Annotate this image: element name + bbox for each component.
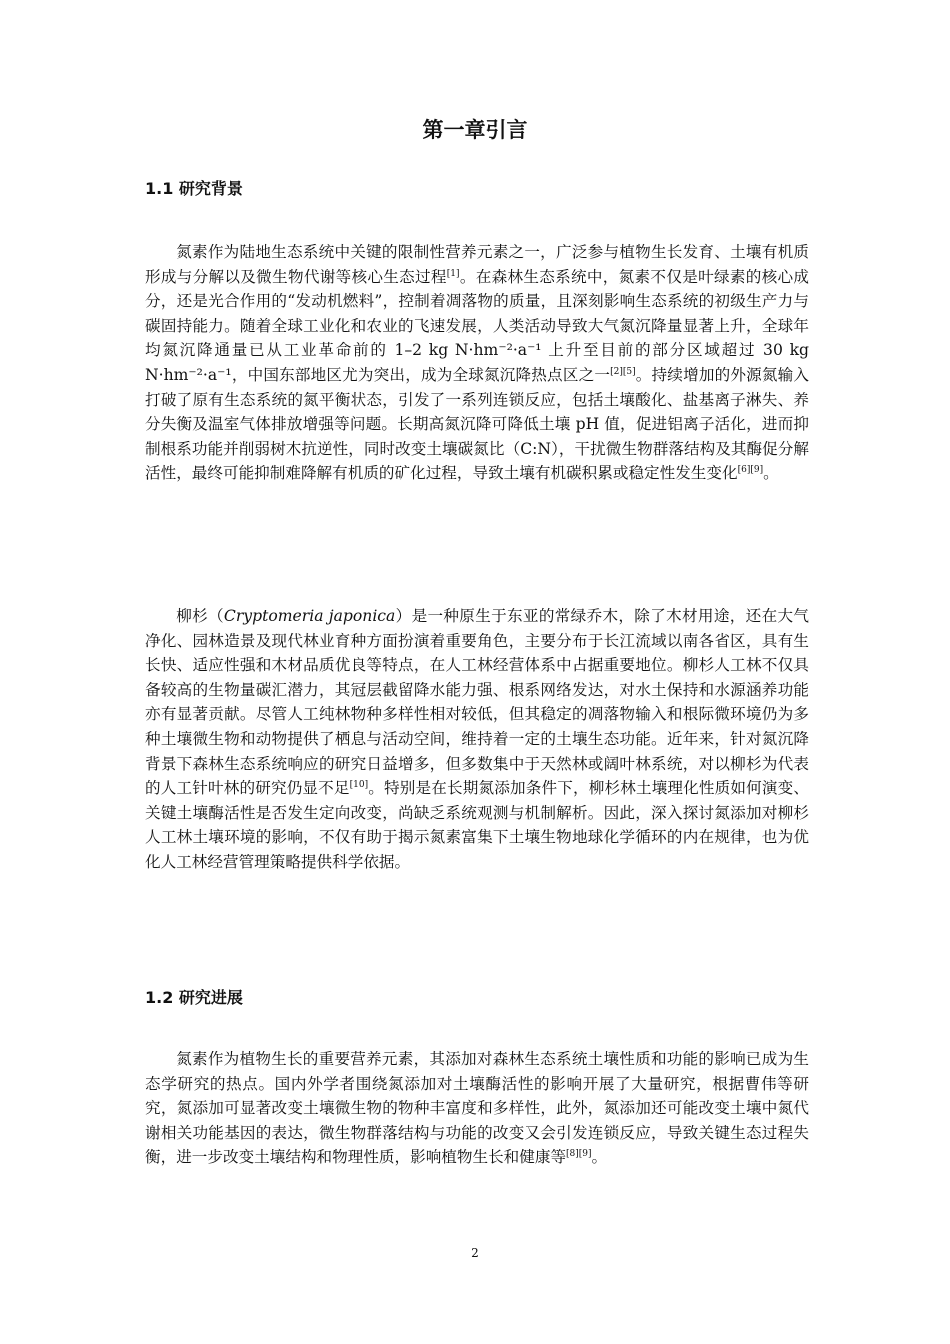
paragraph-text: 。: [591, 1148, 608, 1167]
citation-superscript: [10]: [349, 780, 369, 791]
paragraph-text: 。特别是在长期氮添加条件下，柳杉林土壤理化性质如何演变、关键土壤酶活性是否发生定向改变，尚缺乏系统观测与机制解析。因此，深入探讨氮添加对柳杉人工林土壤环境的影响，不仅有助于揭示氮素富集下土壤生物地球化学循环的内在规律，也为优化人工林经营管理策略提供科学依据。: [145, 779, 809, 871]
page-number: 2: [471, 1246, 479, 1260]
citation-superscript: [1]: [446, 268, 460, 279]
citation-superscript: [8][9]: [566, 1149, 592, 1160]
paragraph-text: 氮素作为陆地生态系统中关键的限制性营养元素之一，广泛参与植物生长发育、土壤有机质形成与分解以及微生物代谢等核心生态过程: [145, 243, 809, 286]
section-heading-background: 1.1 研究背景: [145, 179, 243, 198]
paragraph-nitrogen-background: [145, 240, 809, 486]
paragraph-text: ）是一种原生于东亚的常绿乔木，除了木材用途，还在大气净化、园林造景及现代林业育种方面扮演着重要角色，主要分布于长江流域以南各省区，具有生长快、适应性强和木材品质优良等特点，在人工林经营体系中占据重要地位。柳杉人工林不仅具备较高的生物量碳汇潜力，其冠层截留降水能力强、根系网络发达，对水土保持和水源涵养功能亦有显著贡献。尽管人工纯林物种多样性相对较低，但其稳定的凋落物输入和根际微环境仍为多种土壤微生物和动物提供了栖息与活动空间，维持着一定的土壤生态功能。近年来，针对氮沉降背景下森林生态系统响应的研究日益增多，但多数集中于天然林或阔叶林系统，对以柳杉为代表的人工针叶林的研究仍显不足: [145, 607, 809, 798]
paragraph-text: 。: [763, 464, 779, 483]
paragraph-text: 柳杉（: [176, 607, 224, 625]
species-latin-name: Cryptomeria japonica: [223, 607, 396, 625]
section-heading-progress: 1.2 研究进展: [145, 988, 243, 1007]
paragraph-text: 。持续增加的外源氮输入打破了原有生态系统的氮平衡状态，引发了一系列连锁反应，包括土壤酸化、盐基离子淋失、养分失衡及温室气体排放增强等问题。长期高氮沉降可降低土壤 pH 值，促进铝离子活化，进而抑制根系功能并削弱树木抗逆性，同时改变土壤碳氮比（C:N），干扰微生物群落结构及其酶促分解活性，最终可能抑制难降解有机质的矿化过程，导致土壤有机碳积累或稳定性发生变化: [145, 365, 809, 483]
chapter-title: 第一章引言: [422, 118, 528, 142]
paragraph-text: 。在森林生态系统中，氮素不仅是叶绿素的核心成分，还是光合作用的“发动机燃料”，控制着凋落物的质量，且深刻影响生态系统的初级生产力与碳固持能力。随着全球工业化和农业的飞速发展，人类活动导致大气氮沉降量显著上升，全球年均氮沉降通量已从工业革命前的 1–2 kg N·hm⁻²·a⁻¹ 上升至目前的部分区域超过 30 kg N·hm⁻²·a⁻¹，中国东部地区尤为突出，成为全球氮沉降热点区之一: [145, 267, 809, 384]
citation-superscript: [2][5]: [610, 366, 636, 377]
citation-superscript: [6][9]: [737, 465, 764, 476]
paragraph-research-progress: [145, 1047, 809, 1170]
paragraph-cryptomeria: [145, 604, 809, 875]
paragraph-text: 氮素作为植物生长的重要营养元素，其添加对森林生态系统土壤性质和功能的影响已成为生态学研究的热点。国内外学者围绕氮添加对土壤酶活性的影响开展了大量研究，根据曹伟等研究，氮添加可显著改变土壤微生物的物种丰富度和多样性，此外，氮添加还可能改变土壤中氮代谢相关功能基因的表达，微生物群落结构与功能的改变又会引发连锁反应，导致关键生态过程失衡，进一步改变土壤结构和物理性质，影响植物生长和健康等: [145, 1050, 809, 1167]
